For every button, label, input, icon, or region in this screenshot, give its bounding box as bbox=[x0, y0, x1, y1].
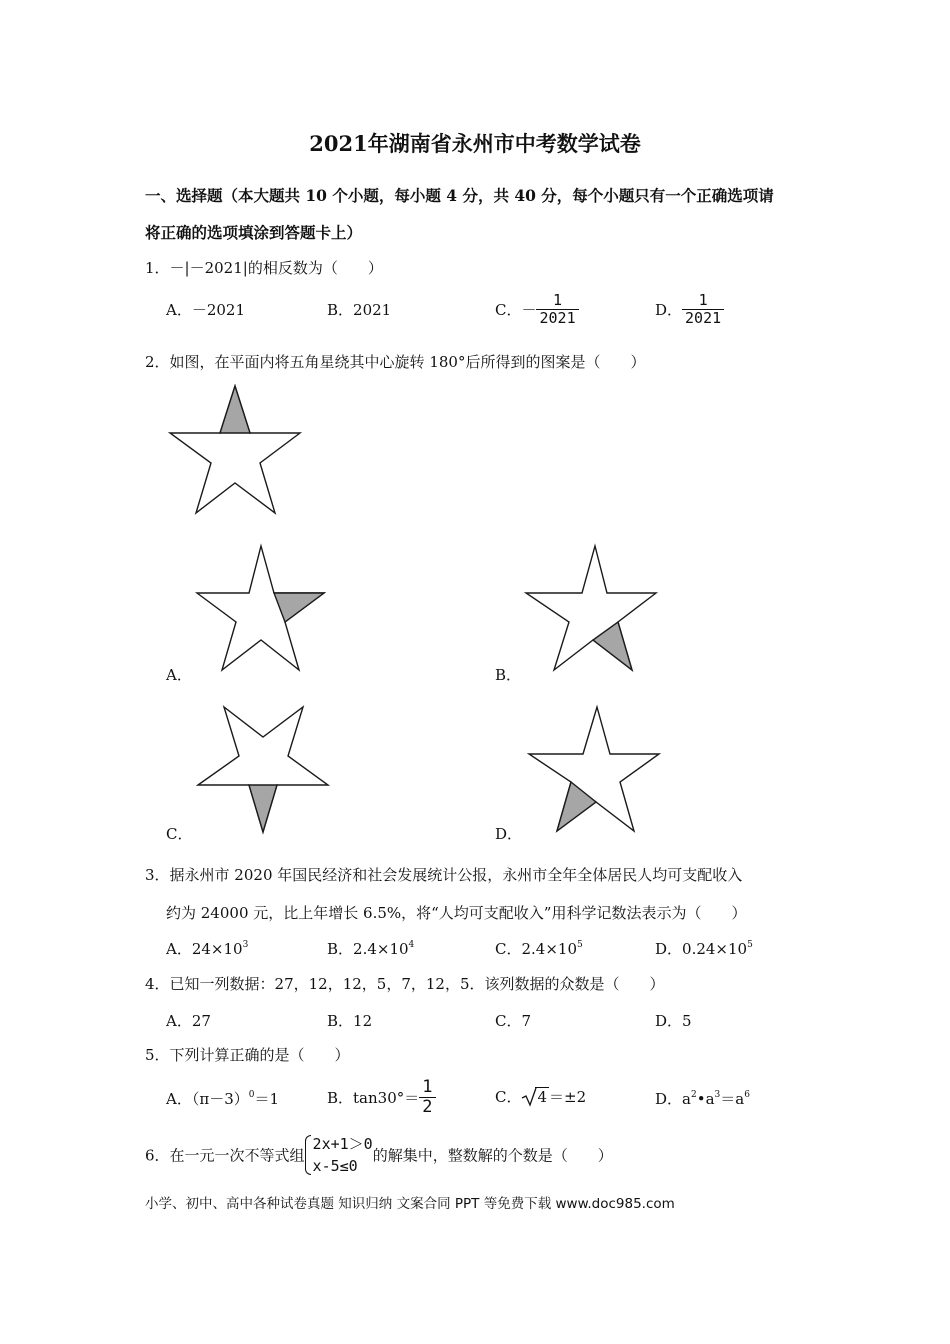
q5-option-d bbox=[655, 1088, 750, 1109]
q2-option-a-label: A． bbox=[166, 666, 192, 684]
star-outline bbox=[526, 546, 656, 670]
q5-option-d-text: D．a bbox=[655, 1090, 691, 1108]
q3-option-a-text: A．24×10 bbox=[166, 940, 243, 958]
q3-option-a-exponent: 3 bbox=[242, 940, 249, 950]
q3-option-c-text: C．2.4×10 bbox=[495, 940, 577, 958]
q1-option-c-fraction bbox=[536, 292, 578, 327]
q5-option-a-tail: ＝1 bbox=[254, 1090, 280, 1108]
q5-option-b-text: B．tan30°＝ bbox=[327, 1089, 420, 1107]
star-shaded-point bbox=[220, 386, 250, 433]
question-3-stem-line1: 3．据永州市 2020 年国民经济和社会发展统计公报，永州市全年全体居民人均可支配收入 bbox=[145, 866, 743, 884]
q2-option-c-label: C． bbox=[166, 825, 193, 843]
q6-stem-prefix: 6．在一元一次不等式组 bbox=[145, 1146, 305, 1165]
page-title: 2021年湖南省永州市中考数学试卷 bbox=[309, 131, 641, 156]
q5-option-a bbox=[166, 1088, 279, 1109]
q3-option-d-text: D．0.24×10 bbox=[655, 940, 748, 958]
q5-option-b bbox=[327, 1078, 436, 1117]
q2-option-a-star-figure bbox=[193, 543, 329, 675]
fraction-denominator: 2021 bbox=[539, 309, 576, 327]
q3-option-c bbox=[495, 938, 583, 959]
q6-stem-suffix: 的解集中，整数解的个数是（ ） bbox=[372, 1146, 613, 1165]
q3-option-c-exponent: 5 bbox=[577, 940, 583, 950]
section-heading-line2: 将正确的选项填涂到答题卡上） bbox=[145, 223, 363, 242]
q5-option-a-text: A．（π－3） bbox=[166, 1090, 249, 1108]
q6-inequality-1: 2x+1＞0 bbox=[312, 1135, 373, 1153]
q1-option-d-fraction bbox=[682, 292, 724, 327]
q5-option-d-equals: ＝a bbox=[720, 1090, 745, 1108]
q2-option-b-label: B． bbox=[495, 666, 522, 684]
radical-sign-icon bbox=[521, 1087, 537, 1107]
q4-option-d: D．5 bbox=[655, 1012, 692, 1030]
q4-option-c: C．7 bbox=[495, 1012, 532, 1030]
q1-option-d-label: D． bbox=[655, 301, 683, 319]
q2-option-d-star-figure bbox=[526, 704, 662, 836]
q5-option-c-sqrt bbox=[521, 1088, 549, 1106]
q2-option-c-star-figure bbox=[196, 704, 332, 836]
question-1-stem: 1．－|－2021|的相反数为（ ） bbox=[145, 259, 383, 277]
q2-option-d-label: D． bbox=[495, 825, 523, 843]
q5-option-c-text: C． bbox=[495, 1088, 522, 1106]
star-outline bbox=[529, 707, 659, 831]
fraction-denominator: 2 bbox=[422, 1097, 433, 1117]
question-5-stem: 5．下列计算正确的是（ ） bbox=[145, 1046, 350, 1064]
q1-option-c bbox=[495, 292, 579, 327]
q3-option-d-exponent: 5 bbox=[747, 940, 753, 950]
q5-option-d-exponent2: 3 bbox=[714, 1090, 721, 1100]
q3-option-a bbox=[166, 938, 248, 959]
section-heading-line1: 一、选择题（本大题共 10 个小题，每小题 4 分，共 40 分，每个小题只有一个正确选项请 bbox=[145, 186, 774, 205]
q3-option-d bbox=[655, 938, 753, 959]
fraction-numerator: 1 bbox=[682, 292, 724, 310]
q1-option-a: A．－2021 bbox=[166, 301, 246, 319]
q1-option-c-label: C．－ bbox=[495, 301, 537, 319]
q5-option-b-fraction bbox=[419, 1078, 435, 1117]
q5-option-d-exponent1: 2 bbox=[690, 1090, 697, 1100]
q4-option-b: B．12 bbox=[327, 1012, 373, 1030]
q2-option-b-star-figure bbox=[523, 543, 659, 675]
q5-option-d-mid: •a bbox=[696, 1090, 715, 1108]
q6-inequality-system bbox=[305, 1133, 373, 1177]
q5-option-c-radicand: 4 bbox=[537, 1088, 548, 1106]
q3-option-b-text: B．2.4×10 bbox=[327, 940, 409, 958]
q5-option-c bbox=[495, 1086, 586, 1107]
q4-option-a: A．27 bbox=[166, 1012, 211, 1030]
q5-option-a-exponent: 0 bbox=[248, 1090, 255, 1100]
fraction-numerator: 1 bbox=[419, 1078, 435, 1098]
fraction-numerator: 1 bbox=[536, 292, 578, 310]
q5-option-d-exponent3: 6 bbox=[744, 1090, 750, 1100]
star-shaded-point bbox=[249, 785, 277, 832]
q5-option-c-tail: ＝±2 bbox=[549, 1088, 587, 1106]
question-2-stem: 2．如图，在平面内将五角星绕其中心旋转 180°后所得到的图案是（ ） bbox=[145, 353, 646, 371]
question-4-stem: 4．已知一列数据：27，12，12，5，7，12，5．该列数据的众数是（ ） bbox=[145, 975, 665, 993]
q3-option-b bbox=[327, 938, 414, 959]
question-6-stem bbox=[145, 1133, 613, 1177]
footer-note: 小学、初中、高中各种试卷真题 知识归纳 文案合同 PPT 等免费下载 www.doc985.com bbox=[145, 1196, 675, 1212]
q6-inequality-2: x-5≤0 bbox=[312, 1157, 358, 1175]
q3-option-b-exponent: 4 bbox=[408, 940, 415, 950]
fraction-denominator: 2021 bbox=[685, 309, 722, 327]
q1-option-d bbox=[655, 292, 724, 327]
q1-option-b: B．2021 bbox=[327, 301, 392, 319]
question-3-stem-line2: 约为 24000 元，比上年增长 6.5%，将“人均可支配收入”用科学记数法表示为（ ） bbox=[166, 904, 747, 922]
q2-original-star-figure bbox=[168, 384, 304, 518]
